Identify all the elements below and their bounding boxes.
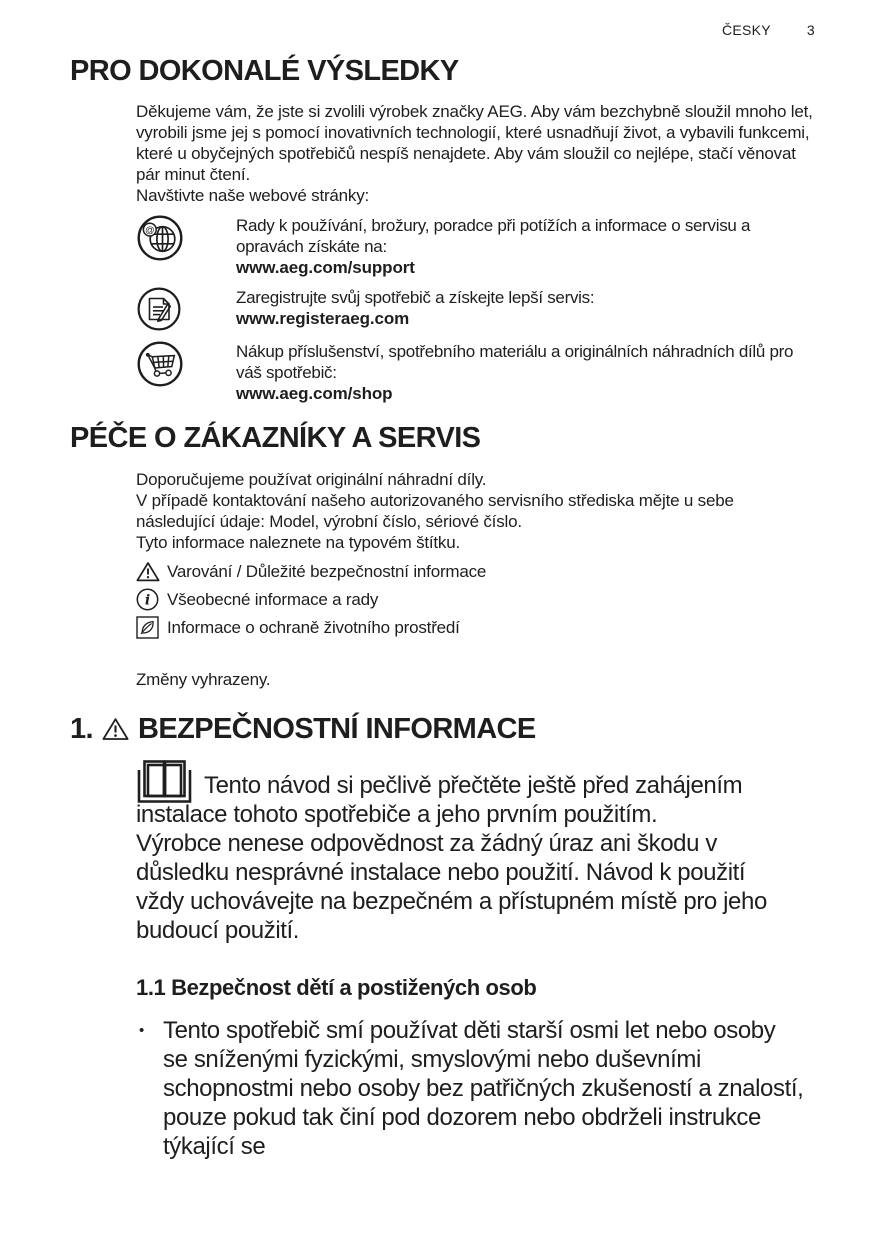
- safety-intro-paragraph-1: Tento návod si pečlivě přečtěte ještě před zahájením instalace tohoto spotřebiče a jeho prvním použitím.: [136, 771, 796, 829]
- safety-bullet-item: • Tento spotřebič smí používat děti starší osmi let nebo osoby se sníženými fyzickými, smyslovými nebo duševními schopnostmi nebo osoby bez patřičných zkušeností a znalostí, pouze pokud tak činí pod dozorem nebo obdrželi instrukce týkající se: [136, 1016, 804, 1161]
- legend-environment-row: [136, 616, 816, 640]
- legend-info-text: Všeobecné informace a rady: [167, 589, 379, 609]
- register-link-row: [136, 285, 816, 332]
- safety-bullet-list: [136, 1016, 804, 1161]
- shop-link-url: www.aeg.com/shop: [236, 384, 393, 404]
- safety-intro: [136, 771, 796, 945]
- legend-warning-row: [136, 560, 816, 584]
- support-link-url: www.aeg.com/support: [236, 258, 415, 278]
- perfect-results-section: [136, 101, 816, 404]
- register-link-url: www.registeraeg.com: [236, 309, 410, 329]
- customer-care-title: PÉČE O ZÁKAZNÍKY A SERVIS: [70, 422, 481, 455]
- info-circle-icon: [136, 588, 167, 611]
- care-paragraph: V případě kontaktování našeho autorizovaného servisního střediska mějte u sebe následující údaje: Model, výrobní číslo, sériové číslo.: [136, 490, 734, 531]
- support-link-text: Rady k používání, brožury, poradce při potížích a informace o servisu a opravách získáte na:: [236, 216, 751, 257]
- shopping-cart-icon: [136, 339, 236, 388]
- legend-info-row: [136, 588, 816, 612]
- leaf-icon: [136, 616, 167, 639]
- globe-at-icon: [136, 213, 236, 262]
- shop-link-text: Nákup příslušenství, spotřebního materiálu a originálních náhradních dílů pro váš spotřebič:: [236, 342, 794, 383]
- svg-text:@: @: [144, 225, 155, 237]
- intro-paragraph: Děkujeme vám, že jste si zvolili výrobek značky AEG. Aby vám bezchybně sloužil mnoho let, vyrobili jsme jej s pomocí inovativních technologií, které usnadňují život, a vybavili funkcemi, které u obyčejných spotřebičů nespíš nenajdete. Aby vám sloužil co nejlépe, stačí věnovat pár minut čtení.: [136, 102, 813, 185]
- support-link-row: [136, 213, 816, 278]
- page-header: [722, 22, 815, 38]
- safety-intro-paragraph-2: Výrobce nenese odpovědnost za žádný úraz ani škodu v důsledku nesprávné instalace nebo použití. Návod k použití vždy uchovávejte na bezpečném a přístupném místě pro jeho budoucí použití.: [136, 830, 767, 945]
- page-number: 3: [806, 22, 815, 38]
- section-number: 1.: [70, 712, 93, 745]
- care-paragraph: Doporučujeme používat originální náhradní díly.: [136, 469, 487, 489]
- changes-reserved-note: Změny vyhrazeny.: [136, 669, 271, 689]
- warning-triangle-icon: [136, 561, 167, 582]
- subsection-title: 1.1 Bezpečnost dětí a postižených osob: [136, 975, 537, 1001]
- warning-triangle-icon: [102, 717, 129, 741]
- svg-text:i: i: [144, 592, 151, 609]
- language-label: ČESKY: [721, 22, 771, 38]
- care-paragraph: Tyto informace naleznete na typovém štítku.: [136, 532, 461, 552]
- legend-warning-text: Varování / Důležité bezpečnostní informace: [167, 561, 487, 581]
- register-link-text: Zaregistrujte svůj spotřebič a získejte lepší servis:: [236, 288, 595, 308]
- safety-section-title: BEZPEČNOSTNÍ INFORMACE: [138, 712, 536, 745]
- perfect-results-title: PRO DOKONALÉ VÝSLEDKY: [70, 55, 459, 87]
- open-book-icon: [136, 758, 193, 805]
- visit-websites-line: Navštivte naše webové stránky:: [136, 186, 370, 206]
- customer-care-section: [136, 469, 816, 690]
- safety-section-heading: [70, 714, 874, 744]
- register-document-icon: [136, 285, 236, 332]
- legend-environment-text: Informace o ochraně životního prostředí: [167, 617, 460, 637]
- symbol-legend: [136, 560, 816, 640]
- shop-link-row: [136, 339, 816, 404]
